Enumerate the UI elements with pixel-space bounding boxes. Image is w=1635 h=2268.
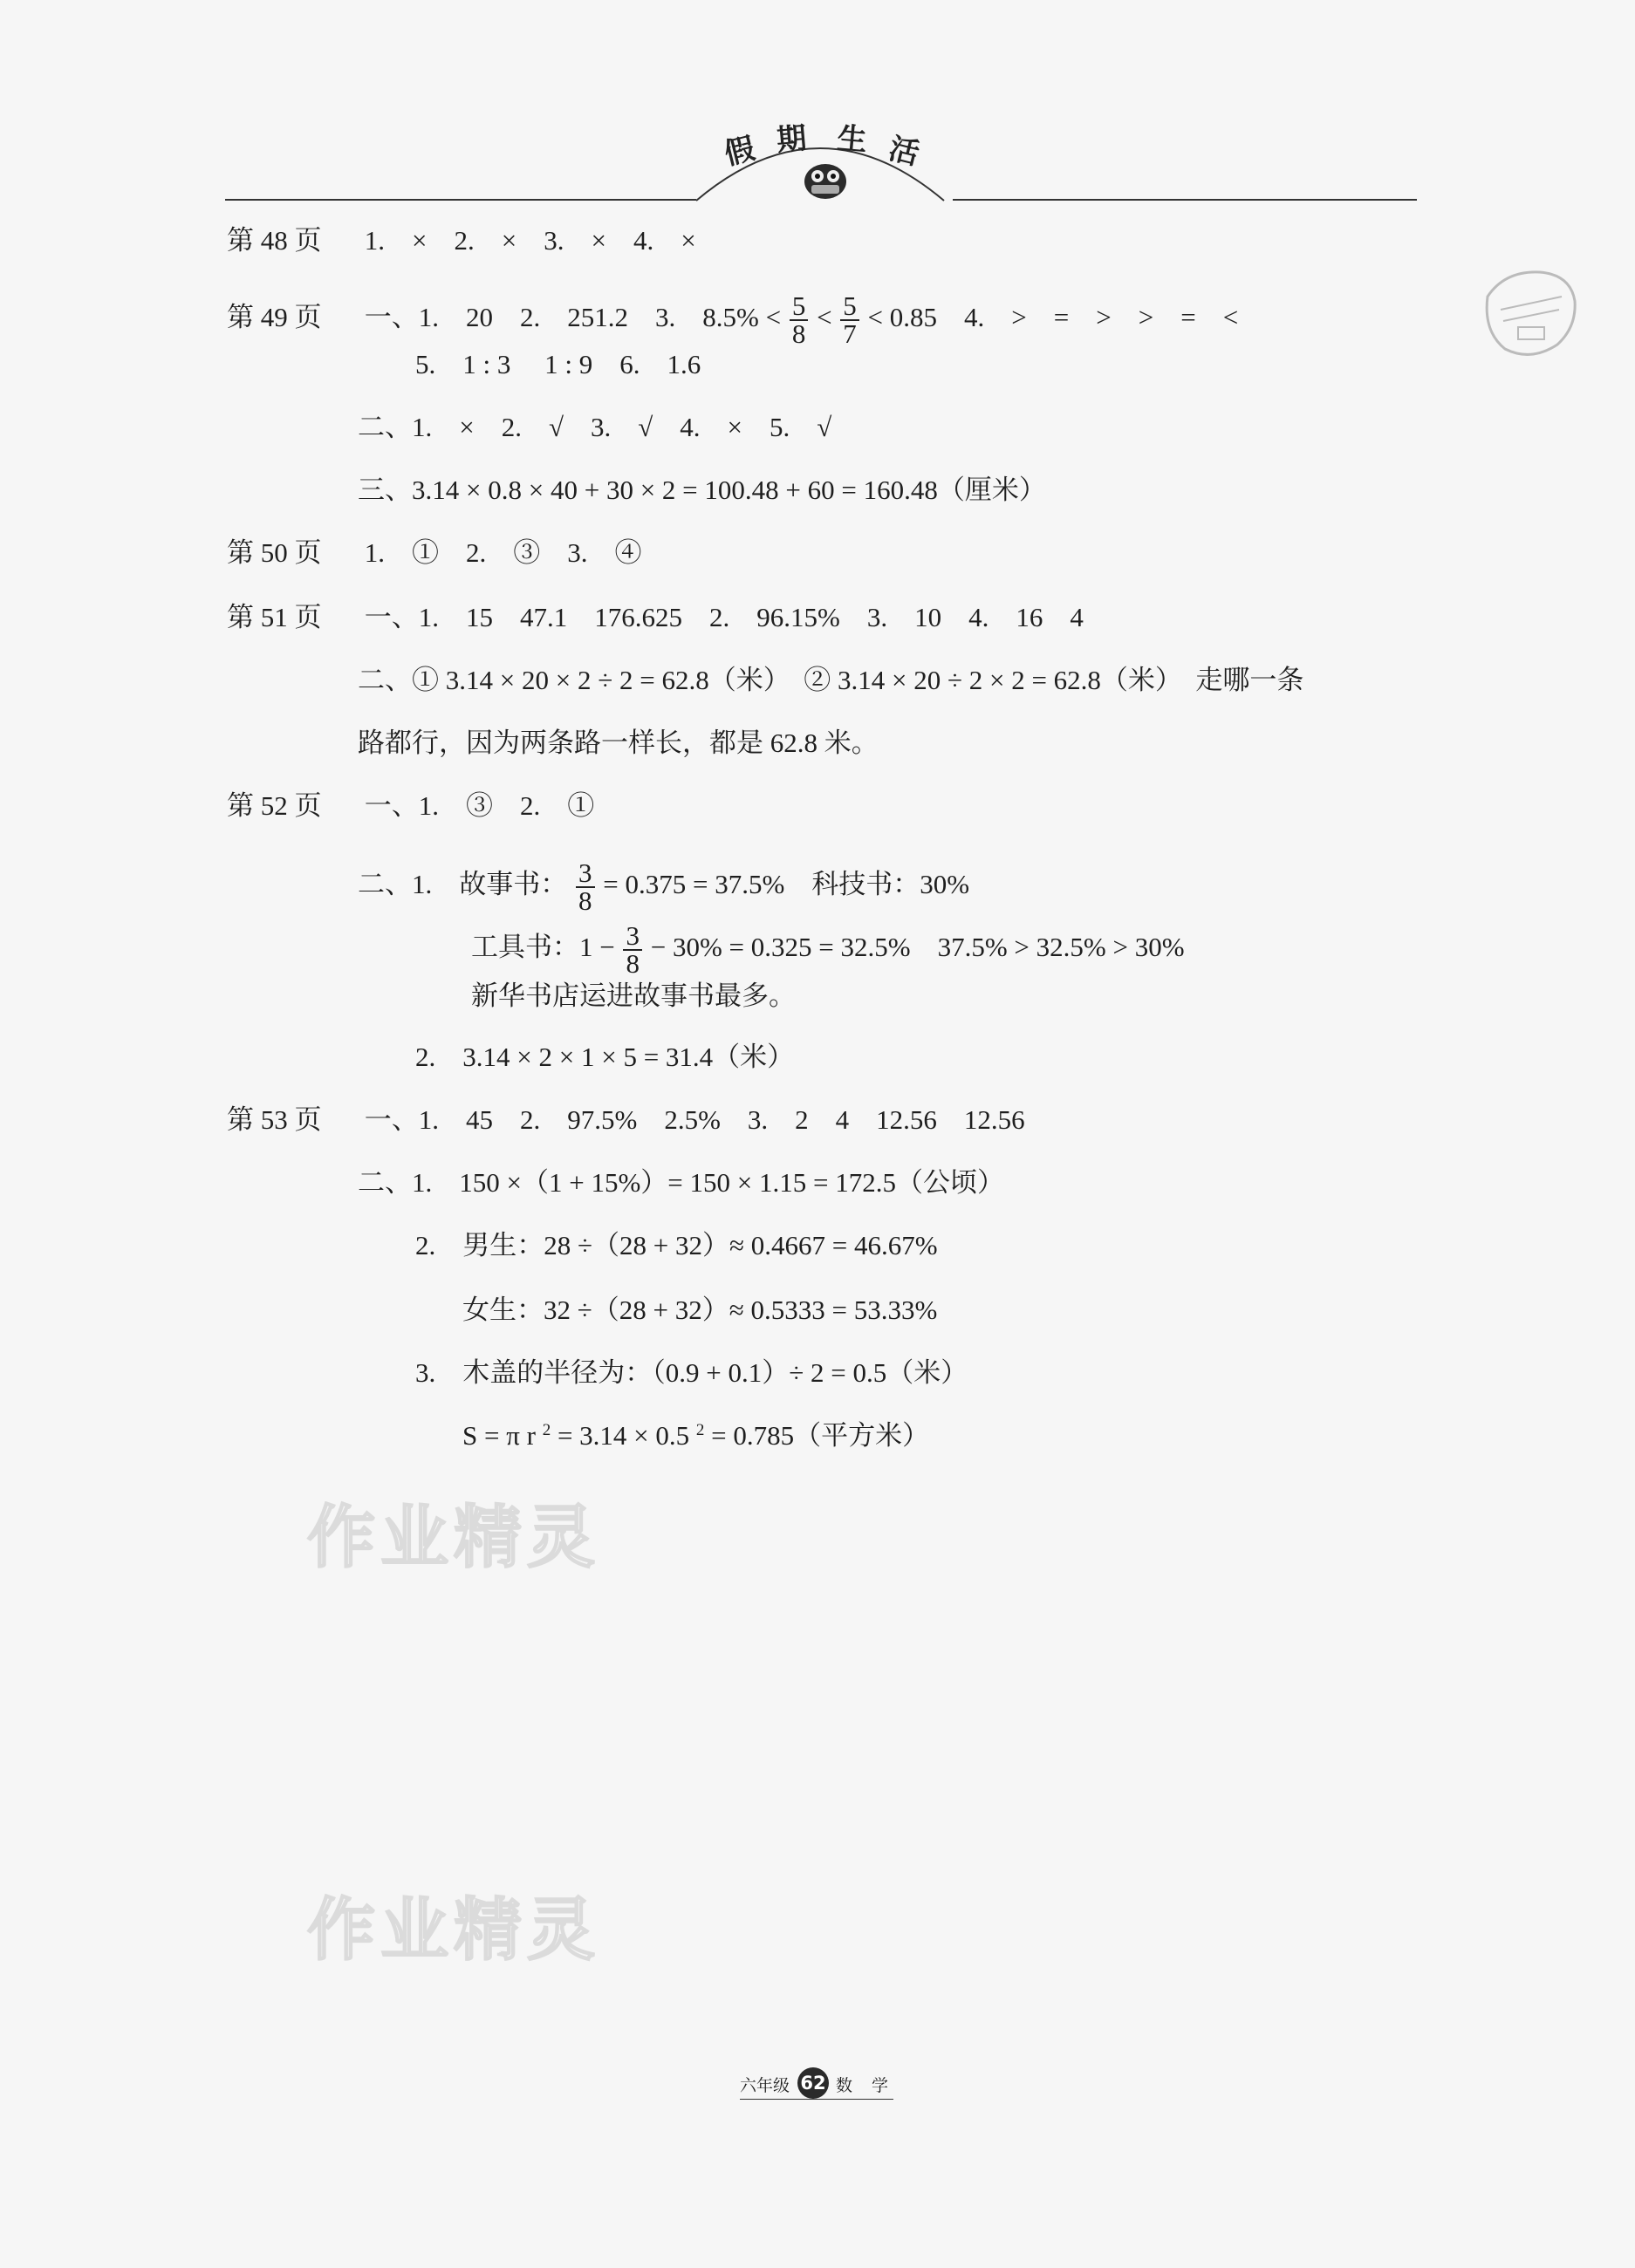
fraction: $\frac{5}{7}$	[840, 293, 859, 347]
answer-text: 5. 1 : 3 1 : 9 6. 1.6	[415, 349, 701, 379]
answer-text: 女生：32 ÷（28 + 32）≈ 0.5333 = 53.33%	[462, 1295, 938, 1325]
watermark: 作业精灵	[307, 1499, 601, 1577]
header-char-1: 假	[721, 133, 758, 172]
page-number-badge: 62	[797, 2067, 829, 2099]
answer-text: 3. 木盖的半径为：（0.9 + 0.1）÷ 2 = 0.5（米）	[415, 1357, 968, 1388]
answer-line-p51-1	[227, 600, 1084, 635]
answer-text: = 3.14 × 0.5	[557, 1420, 690, 1451]
page-footer	[740, 2067, 897, 2102]
page-label: 第 51 页	[227, 602, 322, 632]
answer-line-p51-2b	[358, 726, 879, 761]
answer-text: 二、1. 故事书：	[358, 869, 568, 900]
answer-text: 路都行，因为两条路一样长，都是 62.8 米。	[358, 728, 879, 758]
header-char-4: 活	[886, 133, 923, 172]
page-label: 第 53 页	[227, 1104, 322, 1135]
answer-text: 1. × 2. × 3. × 4. ×	[364, 225, 696, 256]
answer-text: = 0.375 = 37.5% 科技书：30%	[603, 869, 970, 900]
answer-line-p52-1	[227, 789, 594, 823]
header-rule-right	[953, 199, 1417, 201]
answer-line-p50	[227, 536, 642, 570]
footer-rule	[740, 2099, 893, 2100]
header-char-3: 生	[836, 122, 869, 158]
answer-text: 二、① 3.14 × 20 × 2 ÷ 2 = 62.8（米） ② 3.14 × 20 ÷ 2 × 2 = 62.8（米） 走哪一条	[358, 665, 1304, 695]
fraction: $\frac{3}{8}$	[623, 923, 642, 977]
answer-text: 新华书店运进故事书最多。	[471, 980, 796, 1011]
answer-line-p52-2	[358, 857, 970, 916]
answer-line-p53-3	[415, 1228, 938, 1263]
answer-line-p53-1	[227, 1103, 1025, 1137]
answer-text: 一、1. 45 2. 97.5% 2.5% 3. 2 4 12.56 12.56	[364, 1104, 1025, 1135]
answer-text: 一、1. 15 47.1 176.625 2. 96.15% 3. 10 4. 16 4	[364, 602, 1084, 632]
stamp-icon	[1479, 262, 1584, 366]
answer-text: 二、1. × 2. √ 3. √ 4. × 5. √	[358, 412, 832, 442]
footer-subject: 数 学	[836, 2076, 896, 2095]
answer-line-p52-2b	[471, 920, 1185, 979]
answer-line-p48	[227, 223, 696, 258]
answer-text: 2. 3.14 × 2 × 1 × 5 = 31.4（米）	[415, 1042, 795, 1072]
answer-text: 工具书：1 −	[471, 932, 615, 963]
mascot-icon	[799, 155, 852, 201]
header-char-2: 期	[775, 122, 808, 158]
answer-line-p49-3	[358, 473, 1046, 508]
answer-line-p53-6: S = π r 2 = 3.14 × 0.5 2 = 0.785（平方米）	[462, 1418, 929, 1453]
answer-text: 三、3.14 × 0.8 × 40 + 30 × 2 = 100.48 + 60 = 160.48（厘米）	[358, 475, 1046, 505]
header-rule-left	[225, 199, 696, 201]
answer-text: S = π r	[462, 1420, 536, 1451]
fraction: $\frac{5}{8}$	[790, 293, 809, 347]
answer-line-p53-5	[415, 1356, 968, 1390]
answer-text: < 0.85 4. > = > > = <	[867, 302, 1239, 333]
page-label: 第 50 页	[227, 537, 322, 568]
answer-line-p49-2	[358, 410, 831, 445]
answer-text: = 0.785（平方米）	[711, 1420, 930, 1451]
answer-line-p53-4	[462, 1293, 937, 1328]
page-label: 第 52 页	[227, 790, 322, 821]
answer-line-p49-1b	[415, 347, 701, 382]
answer-line-p51-2	[358, 663, 1303, 698]
answer-text: 1. ① 2. ③ 3. ④	[364, 537, 642, 568]
answer-text: 二、1. 150 ×（1 + 15%）= 150 × 1.15 = 172.5（公顷）	[358, 1167, 1004, 1198]
page-label: 第 49 页	[227, 302, 322, 333]
answer-text: <	[817, 302, 832, 333]
answer-line-p52-3	[415, 1040, 794, 1075]
answer-text: 一、1. 20 2. 251.2 3. 8.5% <	[364, 302, 782, 333]
watermark: 作业精灵	[307, 1891, 601, 1970]
footer-grade: 六年级	[740, 2076, 790, 2095]
answer-text: 一、1. ③ 2. ①	[364, 790, 595, 821]
answer-text: 2. 男生：28 ÷（28 + 32）≈ 0.4667 = 46.67%	[415, 1230, 938, 1260]
page-label: 第 48 页	[227, 225, 322, 256]
answer-line-p53-2	[358, 1165, 1004, 1200]
answer-line-p49-1	[227, 290, 1239, 349]
answer-text: − 30% = 0.325 = 32.5% 37.5% > 32.5% > 30%	[650, 932, 1185, 963]
answer-line-p52-2c	[471, 979, 796, 1014]
fraction: $\frac{3}{8}$	[576, 860, 595, 914]
